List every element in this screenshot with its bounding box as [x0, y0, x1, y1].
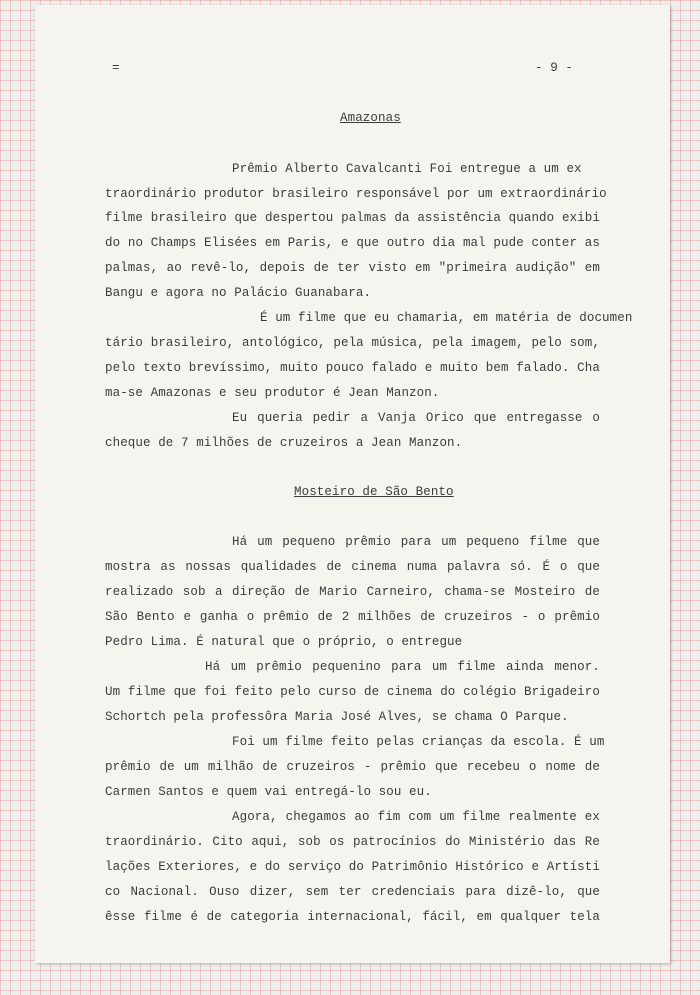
section-heading-mosteiro: Mosteiro de São Bento [294, 485, 454, 499]
text-line: Carmen Santos e quem vai entregá-lo sou eu. [105, 785, 432, 799]
text-line: lações Exteriores, e do serviço do Patrimônio Histórico e Artísti [105, 860, 600, 874]
text-line: Schortch pela professôra Maria José Alves, se chama O Parque. [105, 710, 569, 724]
text-line: Há um prêmio pequenino para um filme ainda menor. [205, 660, 600, 674]
text-line: Há um pequeno prêmio para um pequeno filme que [232, 535, 600, 549]
text-line: cheque de 7 milhões de cruzeiros a Jean Manzon. [105, 436, 463, 450]
text-line: realizado sob a direção de Mario Carneiro, chama-se Mosteiro de [105, 585, 600, 599]
text-line: ma-se Amazonas e seu produtor é Jean Manzon. [105, 386, 440, 400]
text-line: São Bento e ganha o prêmio de 2 milhões de cruzeiros - o prêmio [105, 610, 600, 624]
text-line: traordinário. Cito aqui, sob os patrocínios do Ministério das Re [105, 835, 600, 849]
text-line: Pedro Lima. É natural que o próprio, o entregue [105, 635, 463, 649]
text-line: Um filme que foi feito pelo curso de cinema do colégio Brigadeiro [105, 685, 600, 699]
section-heading-amazonas: Amazonas [340, 111, 401, 125]
page-number: - 9 - [535, 61, 574, 75]
text-line: traordinário produtor brasileiro responsável por um extraordinário [105, 187, 607, 201]
text-line: Prêmio Alberto Cavalcanti Foi entregue a um ex [232, 162, 582, 176]
text-line: co Nacional. Ouso dizer, sem ter credenciais para dizê-lo, que [105, 885, 600, 899]
text-line: mostra as nossas qualidades de cinema numa palavra só. É o que [105, 560, 600, 574]
text-line: filme brasileiro que despertou palmas da assistência quando exibi [105, 211, 600, 225]
text-line: prêmio de um milhão de cruzeiros - prêmio que recebeu o nome de [105, 760, 600, 774]
text-line: do no Champs Elisées em Paris, e que outro dia mal pude conter as [105, 236, 600, 250]
text-line: Eu queria pedir a Vanja Orico que entregasse o [232, 411, 600, 425]
text-line: pelo texto brevíssimo, muito pouco falado e muito bem falado. Cha [105, 361, 600, 375]
page-mark: = [112, 61, 120, 75]
document-page [35, 5, 670, 963]
text-line: É um filme que eu chamaria, em matéria de documen [260, 311, 633, 325]
text-line: tário brasileiro, antológico, pela música, pela imagem, pelo som, [105, 336, 600, 350]
text-line: palmas, ao revê-lo, depois de ter visto em "primeira audição" em [105, 261, 600, 275]
text-line: Bangu e agora no Palácio Guanabara. [105, 286, 372, 300]
text-line: Foi um filme feito pelas crianças da escola. É um [232, 735, 605, 749]
text-line: êsse filme é de categoria internacional, fácil, em qualquer tela [105, 910, 600, 924]
text-line: Agora, chegamos ao fim com um filme realmente ex [232, 810, 600, 824]
